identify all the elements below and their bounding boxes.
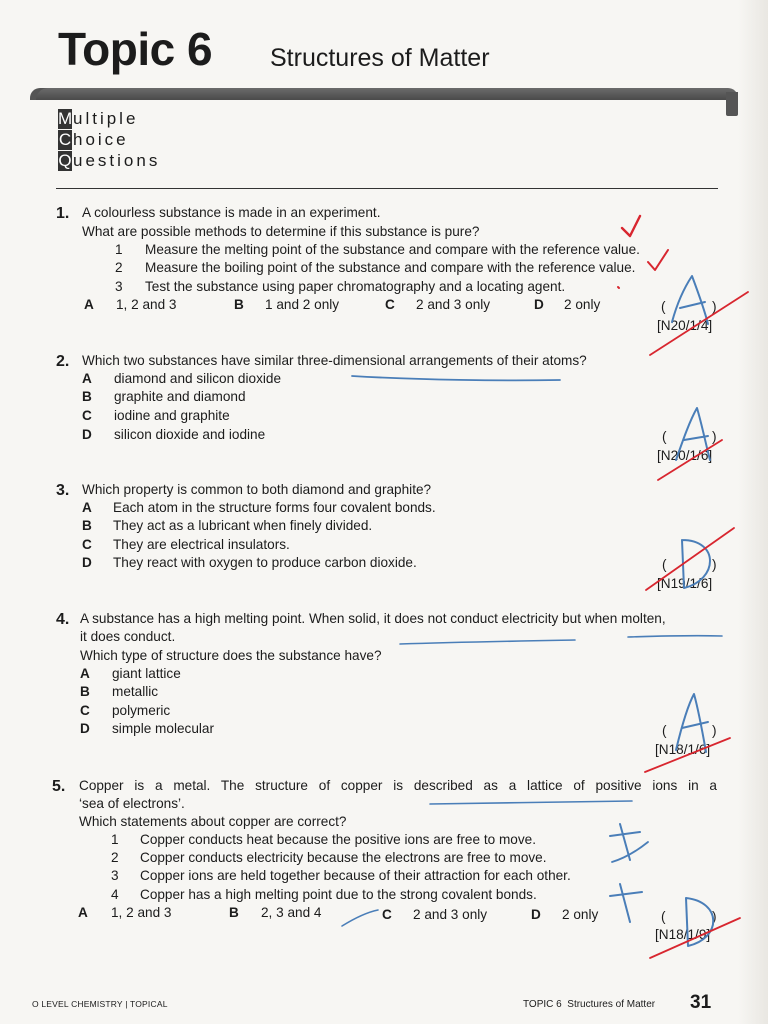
statement-text: Copper conducts electricity because the electrons are free to move.	[140, 850, 547, 865]
option-text: Each atom in the structure forms four covalent bonds.	[113, 500, 436, 515]
mcq-word: uestions	[73, 150, 161, 170]
answer-bracket-close: )	[712, 909, 717, 924]
handwritten-answer-a	[676, 408, 710, 460]
statement-number: 1	[115, 242, 123, 257]
question-text: A colourless substance is made in an experiment.	[82, 205, 381, 220]
option-text: diamond and silicon dioxide	[114, 371, 282, 386]
question-text: Which type of structure does the substance have?	[80, 648, 382, 663]
blue-underline	[430, 801, 632, 804]
red-check-mark	[648, 250, 668, 270]
option-letter: B	[80, 684, 90, 699]
mcq-capital: M	[58, 108, 73, 128]
answer-bracket-close: )	[712, 429, 717, 444]
statement-text: Copper conducts heat because the positive ions are free to move.	[140, 832, 536, 847]
blue-underline	[628, 636, 722, 637]
statement-number: 3	[111, 868, 119, 883]
blue-underline	[400, 640, 575, 644]
red-check-mark	[622, 216, 640, 236]
question-text: What are possible methods to determine if this substance is pure?	[82, 224, 480, 239]
option-letter: A	[82, 500, 92, 515]
blue-stroke	[342, 910, 378, 926]
option-text: They are electrical insulators.	[113, 537, 290, 552]
option-text: 1, 2 and 3	[111, 905, 172, 920]
option-text: metallic	[112, 684, 159, 699]
statement-number: 2	[115, 260, 123, 275]
option-text: 2 only	[564, 297, 601, 312]
red-dot	[618, 287, 619, 288]
question-reference: [N18/1/6]	[655, 742, 711, 757]
mcq-capital: Q	[58, 150, 72, 170]
footer-topic	[523, 999, 655, 1010]
option-text: simple molecular	[112, 721, 214, 736]
question-number: 3.	[56, 482, 70, 499]
question-number: 4.	[56, 611, 70, 628]
statement-text: Measure the melting point of the substance and compare with the reference value.	[145, 242, 640, 257]
option-letter: B	[229, 905, 239, 920]
option-text: giant lattice	[112, 666, 181, 681]
mcq-word: ultiple	[73, 108, 139, 128]
option-letter: A	[84, 297, 94, 312]
question-text: Which property is common to both diamond and graphite?	[82, 482, 432, 497]
statement-number: 2	[111, 850, 119, 865]
question-reference: [N19/1/6]	[657, 576, 713, 591]
answer-bracket-close: )	[712, 557, 717, 572]
answer-bracket-open: (	[662, 723, 667, 738]
topic-title: Structures of Matter	[270, 44, 490, 72]
statement-number: 1	[111, 832, 119, 847]
option-letter: B	[82, 389, 92, 404]
footer-topic-title: Structures of Matter	[567, 999, 656, 1010]
option-text: polymeric	[112, 703, 171, 718]
red-slash	[658, 440, 722, 480]
question-text: it does conduct.	[80, 629, 176, 644]
answer-bracket-open: (	[661, 299, 666, 314]
option-letter: C	[82, 537, 92, 552]
option-text: 2, 3 and 4	[261, 905, 322, 920]
option-letter: C	[82, 408, 92, 423]
option-text: 2 and 3 only	[416, 297, 491, 312]
blue-underline	[352, 376, 560, 380]
red-slash	[650, 918, 740, 958]
footer-topic-number: TOPIC 6	[523, 999, 562, 1010]
handwritten-answer-a	[676, 694, 708, 752]
option-text: They act as a lubricant when finely divided.	[113, 518, 373, 533]
option-letter: D	[82, 555, 92, 570]
topic-number: Topic 6	[58, 23, 213, 75]
handwritten-answer-a	[672, 276, 708, 324]
question-number: 1.	[56, 205, 70, 222]
handwritten-answer-d	[686, 898, 713, 946]
answer-bracket-close: )	[712, 299, 717, 314]
option-text: 2 only	[562, 907, 599, 922]
option-letter: A	[78, 905, 88, 920]
option-letter: C	[385, 297, 395, 312]
option-letter: B	[234, 297, 244, 312]
option-text: iodine and graphite	[114, 408, 230, 423]
option-letter: C	[80, 703, 90, 718]
statement-text: Copper has a high melting point due to the strong covalent bonds.	[140, 887, 537, 902]
question-reference: [N20/1/4]	[657, 318, 713, 333]
option-letter: D	[82, 427, 92, 442]
mcq-word: hoice	[73, 129, 129, 149]
red-slash	[645, 738, 730, 772]
option-text: silicon dioxide and iodine	[114, 427, 266, 442]
option-text: 2 and 3 only	[413, 907, 488, 922]
footer-book-title: O LEVEL CHEMISTRY | TOPICAL	[32, 999, 168, 1009]
page-number: 31	[690, 992, 712, 1013]
question-reference: [N18/1/9]	[655, 927, 711, 942]
option-letter: D	[534, 297, 544, 312]
option-letter: B	[82, 518, 92, 533]
statement-text: Test the substance using paper chromatography and a locating agent.	[145, 279, 566, 294]
question-number: 2.	[56, 353, 70, 370]
mcq-capital: C	[58, 129, 72, 149]
question-number: 5.	[52, 778, 66, 795]
option-text: 1, 2 and 3	[116, 297, 177, 312]
answer-bracket-open: (	[662, 429, 667, 444]
option-letter: A	[80, 666, 90, 681]
statement-text: Copper ions are held together because of their attraction for each other.	[140, 868, 571, 883]
statement-number: 4	[111, 887, 119, 902]
question-text: ‘sea of electrons’.	[79, 796, 185, 811]
option-letter: C	[382, 907, 392, 922]
question-text: Which statements about copper are correct?	[79, 814, 347, 829]
blue-cross-mark	[610, 824, 640, 860]
option-letter: D	[531, 907, 541, 922]
option-text: graphite and diamond	[114, 389, 246, 404]
answer-bracket-close: )	[712, 723, 717, 738]
statement-number: 3	[115, 279, 123, 294]
question-text: Which two substances have similar three-dimensional arrangements of their atoms?	[82, 353, 587, 368]
option-text: 1 and 2 only	[265, 297, 340, 312]
statement-text: Measure the boiling point of the substance and compare with the reference value.	[145, 260, 636, 275]
question-text: Copper is a metal. The structure of copper is described as a lattice of positive ions in a	[79, 778, 717, 793]
option-letter: D	[80, 721, 90, 736]
red-slash	[646, 528, 734, 590]
answer-bracket-open: (	[661, 909, 666, 924]
red-slash	[650, 292, 748, 355]
question-text: A substance has a high melting point. When solid, it does not conduct electricity but when molten,	[80, 611, 666, 626]
question-reference: [N20/1/6]	[657, 448, 713, 463]
blue-cross-mark	[610, 884, 642, 922]
answer-bracket-open: (	[662, 557, 667, 572]
option-letter: A	[82, 371, 92, 386]
option-text: They react with oxygen to produce carbon dioxide.	[113, 555, 417, 570]
